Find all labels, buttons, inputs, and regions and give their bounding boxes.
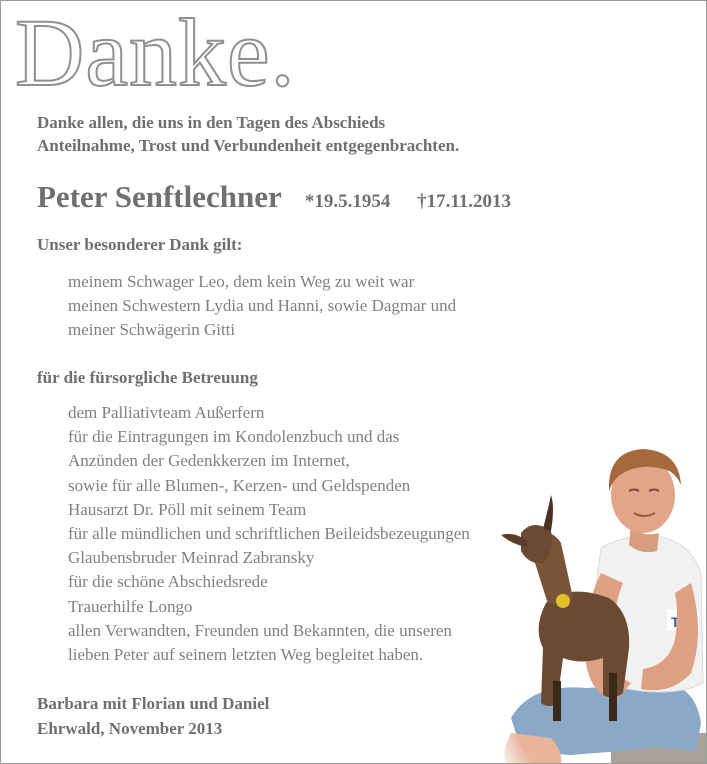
list-item: allen Verwandten, Freunden und Bekannten, die unseren [68, 620, 452, 640]
section-title-care: für die fürsorgliche Betreuung [37, 368, 258, 387]
list-item: für die Eintragungen im Kondolenzbuch und das [68, 427, 400, 447]
deceased-name: Peter Senftlechner [37, 179, 282, 214]
list-item: Trauerhilfe Longo [68, 596, 193, 616]
life-dates [305, 191, 511, 212]
section-title-special-thanks: Unser besonderer Dank gilt: [37, 235, 243, 254]
birth-date: *19.5.1954 [304, 191, 391, 212]
list-item: meinem Schwager Leo, dem kein Weg zu weit war [68, 272, 415, 291]
list-item: sowie für alle Blumen-, Kerzen- und Geldspenden [68, 475, 411, 495]
list-item: lieben Peter auf seinem letzten Weg begleitet haben. [68, 645, 424, 665]
deceased-row [37, 179, 511, 215]
signature [37, 691, 269, 741]
list-item: Hausarzt Dr. Pöll mit seinem Team [68, 499, 307, 519]
signature-place-date: Ehrwald, November 2013 [37, 719, 223, 738]
intro-text [37, 111, 557, 157]
list-item: meinen Schwestern Lydia und Hanni, sowie Dagmar und [68, 296, 457, 316]
list-item: dem Palliativteam Außerfern [68, 403, 265, 422]
list-item: für die schöne Abschiedsrede [68, 572, 268, 592]
care-thanks-list [68, 401, 470, 667]
headline: Danke. [15, 0, 296, 106]
list-item: Anzünden der Gedenkkerzen im Internet, [68, 451, 350, 471]
signature-names: Barbara mit Florian und Daniel [37, 694, 270, 713]
intro-line: Anteilnahme, Trost und Verbundenheit entgegenbrachten. [37, 136, 460, 155]
list-item: Glaubensbruder Meinrad Zabransky [68, 548, 315, 568]
photo-man-with-goat [491, 433, 706, 763]
list-item: meiner Schwägerin Gitti [68, 320, 236, 340]
special-thanks-list [68, 270, 456, 343]
list-item: für alle mündlichen und schriftlichen Beileidsbezeugungen [68, 524, 470, 544]
death-date: †17.11.2013 [417, 191, 512, 212]
intro-line: Danke allen, die uns in den Tagen des Abschieds [37, 113, 386, 132]
